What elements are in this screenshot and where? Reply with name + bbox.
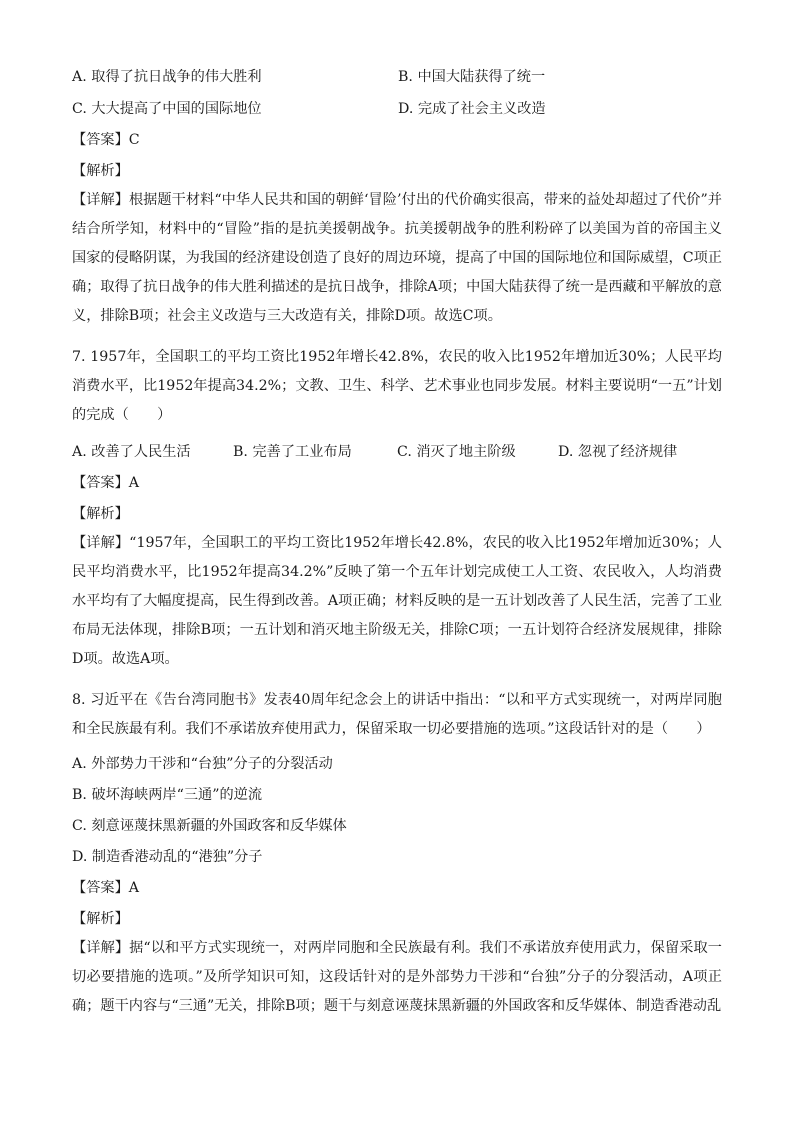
q6-detail: 【详解】根据题干材料“中华人民共和国的朝鲜‘冒险’付出的代价确实很高，带来的益处却超过了代价”并结合所学知，材料中的“冒险”指的是抗美援朝战争。抗美援朝战争的胜利粉碎了以美国为首的帝国主义国家的侵略阴谋，为我国的经济建设创造了良好的周边环境，提高了中国的国际地位和国际威望，C项正确；取得了抗日战争的伟大胜利描述的是抗日战争，排除A项；中国大陆获得了统一是西藏和平解放的意义，排除B项；社会主义改造与三大改造有关，排除D项。故选C项。 bbox=[72, 192, 722, 324]
q8-analysis-heading: 【解析】 bbox=[72, 911, 129, 927]
q7-analysis-heading: 【解析】 bbox=[72, 506, 129, 522]
q8-option-c: C. 刻意诬蔑抹黑新疆的外国政客和反华媒体 bbox=[72, 818, 347, 834]
q7-option-d: D. 忽视了经济规律 bbox=[558, 444, 678, 460]
q6-analysis-heading: 【解析】 bbox=[72, 163, 129, 179]
q8-stem: 8. 习近平在《告台湾同胞书》发表40周年纪念会上的讲话中指出：“以和平方式实现统一，对两岸同胞和全民族最有利。我们不承诺放弃使用武力，保留采取一切必要措施的选项。”这段话针对的是（ ） bbox=[72, 692, 722, 737]
q8-answer: 【答案】A bbox=[72, 880, 139, 896]
q7-stem: 7. 1957年，全国职工的平均工资比1952年增长42.8%，农民的收入比1952年增加近30%；人民平均消费水平，比1952年提高34.2%；文教、卫生、科学、艺术事业也同步发展。材料主要说明“一五”计划的完成（ ） bbox=[72, 349, 722, 423]
q6-option-a: A. 取得了抗日战争的伟大胜利 bbox=[72, 69, 262, 85]
q8-detail: 【详解】据“以和平方式实现统一，对两岸同胞和全民族最有利。我们不承诺放弃使用武力，保留采取一切必要措施的选项。”及所学知识可知，这段话针对的是外部势力干涉和“台独”分子的分裂活动，A项正确；题干内容与“三通”无关，排除B项；题干与刻意诬蔑抹黑新疆的外国政客和反华媒体、制造香港动乱 bbox=[72, 940, 722, 1014]
q7-option-c: C. 消灭了地主阶级 bbox=[397, 444, 516, 460]
q6-option-d: D. 完成了社会主义改造 bbox=[398, 101, 546, 117]
q6-option-c: C. 大大提高了中国的国际地位 bbox=[72, 101, 262, 117]
q6-option-b: B. 中国大陆获得了统一 bbox=[398, 69, 546, 85]
q7-option-a: A. 改善了人民生活 bbox=[72, 444, 191, 460]
q7-option-b: B. 完善了工业布局 bbox=[233, 444, 352, 460]
q7-answer: 【答案】A bbox=[72, 475, 139, 491]
q8-option-a: A. 外部势力干涉和“台独”分子的分裂活动 bbox=[72, 756, 333, 772]
q8-option-d: D. 制造香港动乱的“港独”分子 bbox=[72, 849, 263, 865]
q6-answer: 【答案】C bbox=[72, 132, 140, 148]
q7-detail: 【详解】“1957年，全国职工的平均工资比1952年增长42.8%，农民的收入比1952年增加近30%；人民平均消费水平，比1952年提高34.2%”反映了第一个五年计划完成使工人工资、农民收入，人均消费水平均有了大幅度提高，民生得到改善。A项正确；材料反映的是一五计划改善了人民生活，完善了工业布局无法体现，排除B项；一五计划和消灭地主阶级无关，排除C项；一五计划符合经济发展规律，排除D项。故选A项。 bbox=[72, 535, 722, 667]
q8-option-b: B. 破坏海峡两岸“三通”的逆流 bbox=[72, 787, 263, 803]
